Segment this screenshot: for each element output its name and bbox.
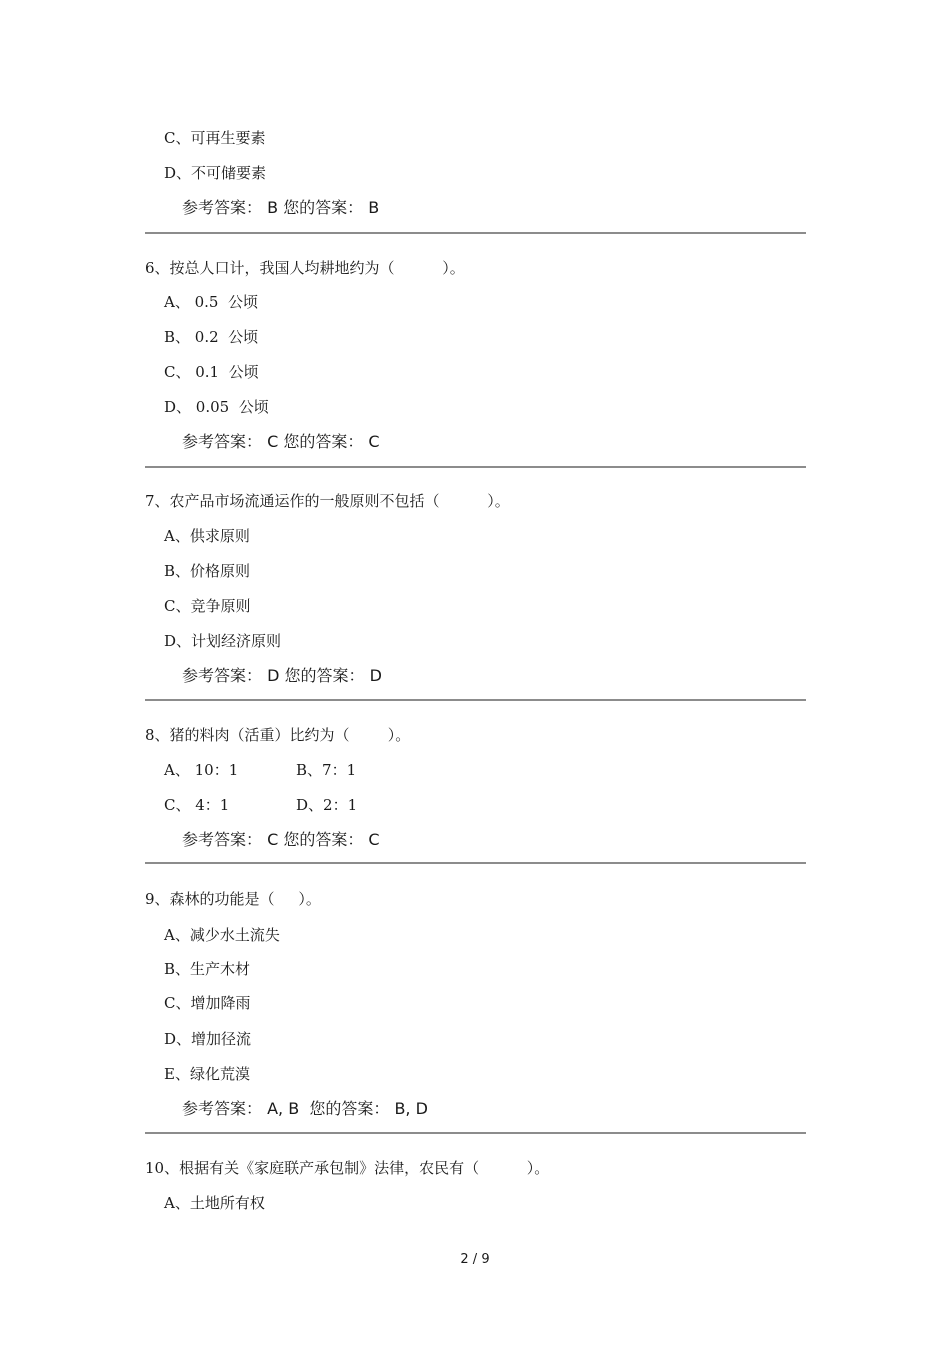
q8-option-b: B、7：1 [296, 761, 357, 779]
q9-option-b: B、生产木材 [164, 960, 251, 978]
q7-option-b: B、价格原则 [164, 562, 251, 580]
divider [145, 1132, 806, 1134]
q8-option-a: A、 10：1 [164, 761, 239, 779]
q7-question: 7、农产品市场流通运作的一般原则不包括（ ）。 [145, 492, 510, 510]
q9-answer: 参考答案： A, B 您的答案： B, D [182, 1099, 428, 1118]
q7-answer: 参考答案： D 您的答案： D [182, 666, 382, 685]
q10-option-a: A、土地所有权 [164, 1194, 265, 1212]
q7-option-a: A、供求原则 [164, 527, 250, 545]
q10-question: 10、根据有关《家庭联产承包制》法律，农民有（ ）。 [145, 1159, 550, 1177]
q6-question: 6、按总人口计，我国人均耕地约为（ ）。 [145, 259, 465, 277]
q9-option-c: C、增加降雨 [164, 994, 251, 1012]
page-number: 2 / 9 [460, 1252, 490, 1267]
q7-option-d: D、计划经济原则 [164, 632, 282, 650]
q6-option-c: C、 0.1 公顷 [164, 363, 259, 381]
q6-option-a: A、 0.5 公顷 [164, 293, 258, 311]
q6-option-d: D、 0.05 公顷 [164, 398, 269, 416]
q6-answer: 参考答案： C 您的答案： C [182, 432, 380, 451]
divider [145, 232, 806, 234]
q9-option-a: A、减少水土流失 [164, 926, 280, 944]
q5-answer: 参考答案： B 您的答案： B [182, 198, 380, 217]
divider [145, 862, 806, 864]
q8-option-c: C、 4：1 [164, 796, 230, 814]
q5-option-c: C、可再生要素 [164, 129, 266, 147]
q8-option-d: D、2：1 [296, 796, 358, 814]
q8-question: 8、猪的料肉（活重）比约为（ ）。 [145, 726, 411, 744]
divider [145, 466, 806, 468]
q9-option-d: D、增加径流 [164, 1030, 252, 1048]
q7-option-c: C、竞争原则 [164, 597, 251, 615]
q8-answer: 参考答案： C 您的答案： C [182, 830, 380, 849]
q6-option-b: B、 0.2 公顷 [164, 328, 259, 346]
q9-option-e: E、绿化荒漠 [164, 1065, 250, 1083]
divider [145, 699, 806, 701]
q9-question: 9、森林的功能是（ ）。 [145, 890, 321, 908]
q5-option-d: D、不可储要素 [164, 164, 267, 182]
